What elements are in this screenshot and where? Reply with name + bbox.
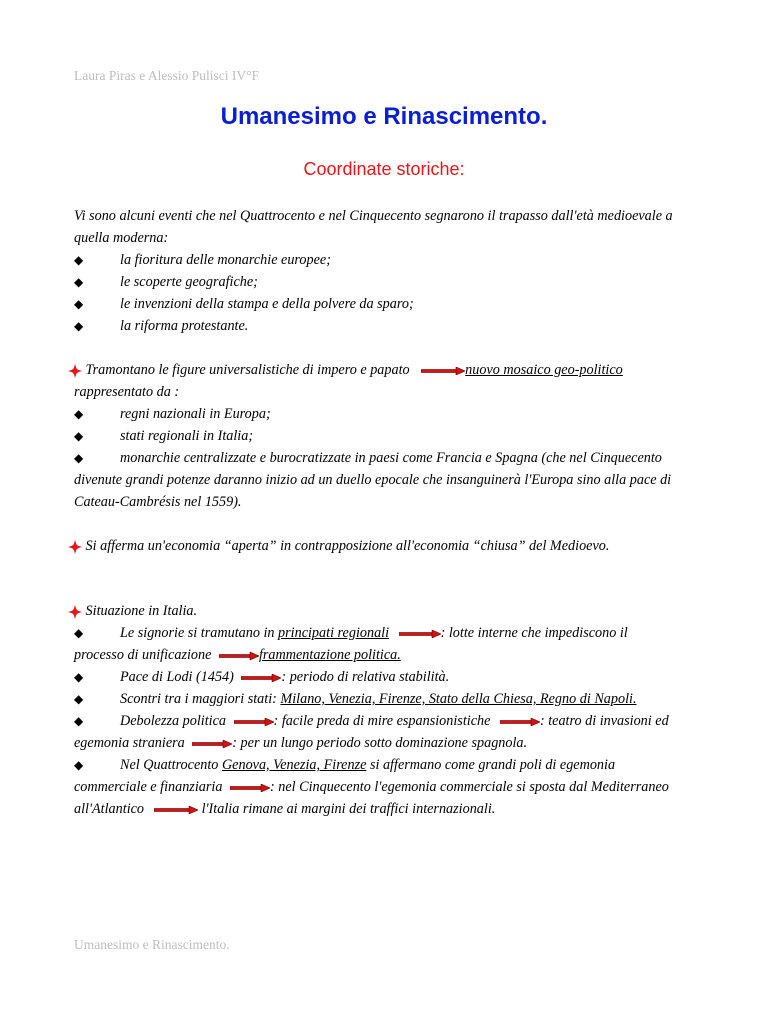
list-item: ◆ Scontri tra i maggiori stati: Milano, Venezia, Firenze, Stato della Chiesa, Regno di Napoli.	[74, 691, 637, 707]
list-item-text: le invenzioni della stampa e della polvere da sparo;	[120, 296, 414, 312]
section-4-b5-line-3: all'Atlantico l'Italia rimane ai margini dei traffici internazionali.	[74, 801, 496, 817]
red-star-icon	[68, 364, 82, 378]
red-arrow-icon	[230, 784, 270, 792]
page-footer: Umanesimo e Rinascimento.	[74, 937, 230, 952]
list-item: ◆ Debolezza politica : facile preda di mire espansionistiche : teatro di invasioni ed	[74, 713, 669, 729]
section-4-title: Situazione in Italia.	[68, 601, 197, 621]
list-item	[74, 272, 258, 292]
red-star-icon	[68, 605, 82, 619]
red-arrow-icon	[219, 652, 259, 660]
diamond-bullet-icon: ◆	[74, 407, 84, 421]
red-arrow-icon	[500, 718, 540, 726]
diamond-bullet-icon: ◆	[74, 429, 84, 443]
list-item: ◆ Le signorie si tramutano in principati regionali : lotte interne che impediscono il	[74, 625, 628, 641]
underlined-term: principati regionali	[278, 625, 390, 641]
section-4-b1-line-2: processo di unificazione frammentazione politica.	[74, 647, 401, 663]
diamond-bullet-icon: ◆	[74, 319, 84, 333]
list-item: ◆ stati regionali in Italia;	[74, 428, 254, 444]
underlined-term: frammentazione politica.	[258, 647, 401, 663]
section-2-item3-line-2: divenute grandi potenze daranno inizio ad un duello epocale che insanguinerà l'Europa sino alla pace di	[74, 472, 672, 488]
list-item-text: la fioritura delle monarchie europee;	[120, 252, 331, 268]
diamond-bullet-icon: ◆	[74, 670, 84, 684]
diamond-bullet-icon: ◆	[74, 275, 84, 289]
red-arrow-icon	[234, 718, 274, 726]
page-title: Umanesimo e Rinascimento.	[220, 103, 548, 130]
list-item-text: le scoperte geografiche;	[120, 274, 258, 290]
underlined-term: Genova, Venezia, Firenze	[221, 757, 367, 773]
underlined-term: nuovo mosaico geo-politico	[465, 362, 623, 378]
page-subtitle: Coordinate storiche:	[303, 159, 465, 179]
underlined-term: Milano, Venezia, Firenze, Stato della Chiesa, Regno di Napoli.	[280, 691, 637, 707]
list-item	[74, 316, 248, 336]
list-item: ◆ monarchie centralizzate e burocratizzate in paesi come Francia e Spagna (che nel Cinquecento	[74, 450, 662, 466]
list-item: ◆ regni nazionali in Europa;	[74, 406, 271, 422]
section-4-b4-line-2: egemonia straniera : per un lungo periodo sotto dominazione spagnola.	[74, 735, 528, 751]
red-arrow-icon	[192, 740, 232, 748]
diamond-bullet-icon: ◆	[74, 626, 84, 640]
list-item: ◆ Nel Quattrocento Genova, Venezia, Firenze si affermano come grandi poli di egemonia	[74, 757, 616, 773]
list-item-text: la riforma protestante.	[120, 318, 249, 334]
red-star-icon	[68, 540, 82, 554]
red-arrow-icon	[241, 674, 281, 682]
section-4-b5-line-2: commerciale e finanziaria : nel Cinquecento l'egemonia commerciale si sposta dal Mediterraneo	[74, 779, 669, 795]
intro-line-2: quella moderna:	[74, 230, 169, 246]
red-arrow-icon	[421, 367, 465, 375]
page-header-authors: Laura Piras e Alessio Pulisci IV°F	[74, 68, 260, 83]
section-3: Si afferma un'economia “aperta” in contrapposizione all'economia “chiusa” del Medioevo.	[68, 536, 609, 556]
section-2-line-2: rappresentato da :	[74, 384, 180, 400]
diamond-bullet-icon: ◆	[74, 451, 84, 465]
red-arrow-icon	[399, 630, 441, 638]
intro-line-1: Vi sono alcuni eventi che nel Quattrocento e nel Cinquecento segnarono il trapasso dall'età medioevale a	[74, 208, 673, 224]
diamond-bullet-icon: ◆	[74, 253, 84, 267]
diamond-bullet-icon: ◆	[74, 758, 84, 772]
diamond-bullet-icon: ◆	[74, 692, 84, 706]
diamond-bullet-icon: ◆	[74, 297, 84, 311]
list-item: ◆ Pace di Lodi (1454) : periodo di relativa stabilità.	[74, 669, 450, 685]
list-item	[74, 250, 331, 270]
list-item	[74, 294, 414, 314]
section-2-item3-line-3: Cateau-Cambrésis nel 1559).	[74, 494, 242, 510]
red-arrow-icon	[154, 806, 198, 814]
section-2-lead: Tramontano le figure universalistiche di impero e papato nuovo mosaico geo-politico	[68, 360, 623, 380]
diamond-bullet-icon: ◆	[74, 714, 84, 728]
